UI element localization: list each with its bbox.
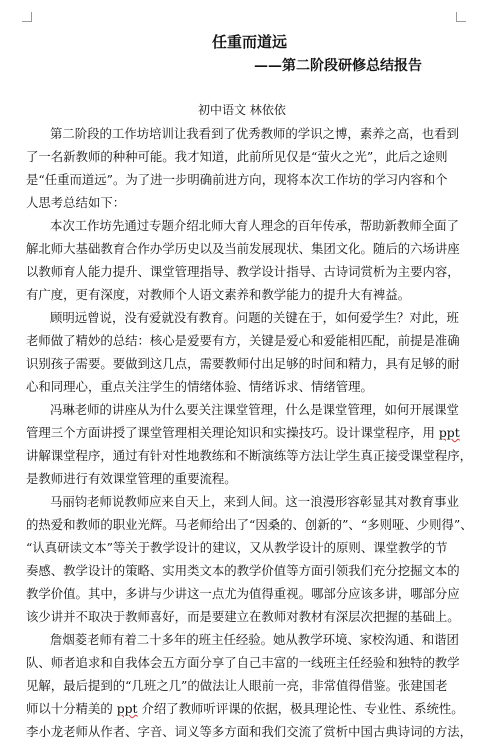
body-text-line: 见解，最后提到的“几班之几”的做法让人眼前一亮，非常值得借鉴。张建国老 [26, 678, 448, 693]
body-text-line: 讲解课堂程序，通过有针对性地教练和不断演练等方法让学生真正接受课堂程序， [26, 448, 473, 463]
page-corner-mark-left [22, 12, 32, 22]
document-subtitle: ——第二阶段研修总结报告 [254, 58, 422, 74]
body-text-line: “认真研读文本”等关于教学设计的建议，又从教学设计的原则、课堂教学的节 [26, 540, 448, 555]
body-text-line [26, 421, 460, 444]
body-text-line: 该少讲并不取决于教师喜好，而是要建立在教师对教材有深层次把握的基础上。 [26, 609, 460, 624]
body-text-line: 顾明远曾说，没有爱就没有教育。问题的关键在于，如何爱学生？对此，班 [50, 310, 459, 325]
body-text-line: 冯琳老师的讲座从为什么要关注课堂管理，什么是课堂管理，如何开展课堂 [50, 402, 459, 417]
body-text-line: 心和同理心，重点关注学生的情绪体验、情绪诉求、情绪管理。 [26, 379, 373, 394]
line-text-part: 介绍了教师听评课的依据，极具理论性、专业性、系统性。 [137, 701, 464, 716]
body-text-line [26, 697, 464, 720]
body-text-line: 本次工作坊先通过专题介绍北师大育人理念的百年传承，帮助新教师全面了 [50, 218, 459, 233]
spellcheck-marked-word: ppt [438, 425, 460, 440]
body-text-line: 马丽钧老师说教师应来自天上，来到人间。这一浪漫形容彰显其对教育事业 [50, 494, 459, 509]
body-text-line: 第二阶段的工作坊培训让我看到了优秀教师的学识之博，素养之高，也看到 [50, 126, 459, 141]
document-body [26, 122, 473, 743]
body-text-line: 解北师大基础教育合作办学历史以及当前发展现状、集团文化。随后的六场讲座 [26, 241, 460, 256]
body-text-line: 李小龙老师从作者、字音、词义等多方面和我们交流了赏析中国古典诗词的方法， [26, 724, 473, 739]
body-text-line: 以教师育人能力提升、课堂管理指导、教学设计指导、古诗词赏析为主要内容， [26, 264, 460, 279]
body-text-line: 奏感、教学设计的策略、实用类文本的教学价值等方面引领我们充分挖掘文本的 [26, 563, 460, 578]
body-text-line: 有广度，更有深度，对教师个人语文素养和教学能力的提升大有裨益。 [26, 287, 411, 302]
body-text-line: 詹烟菱老师有着二十多年的班主任经验。她从教学环境、家校沟通、和谐团 [50, 632, 459, 647]
line-text-part: 管理三个方面讲授了课堂管理相关理论知识和实操技巧。设计课堂程序，用 [26, 425, 439, 440]
body-text-line: 队、师者追求和自我体会五方面分享了自己丰富的一线班主任经验和独特的教学 [26, 655, 460, 670]
body-text-line: 的热爱和教师的职业光辉。马老师给出了“因桑的、创新的”、“多则哑、少则得”、 [26, 517, 473, 532]
body-text-line: 了一名新教师的种种可能。我才知道，此前所见仅是“萤火之光”，此后之途则 [26, 149, 448, 164]
body-text-line: 识别孩子需要。要做到这几点，需要教师付出足够的时间和精力，具有足够的耐 [26, 356, 460, 371]
line-text-part: 师以十分精美的 [26, 701, 117, 716]
body-text-line: 教学价值。其中，多讲与少讲这一点尤为值得重视。哪部分应该多讲，哪部分应 [26, 586, 460, 601]
document-title: 任重而道远 [212, 33, 288, 51]
body-text-line: 是教师进行有效课堂管理的重要流程。 [26, 471, 237, 486]
page-corner-mark-right [456, 12, 466, 22]
body-text-line: 老师做了精妙的总结：核心是爱要有方，关键是爱心和爱能相匹配，前提是准确 [26, 333, 460, 348]
body-text-line: 是“任重而道远”。为了进一步明确前进方向，现将本次工作坊的学习内容和个 [26, 172, 448, 187]
body-text-line: 人思考总结如下： [26, 195, 126, 210]
spellcheck-marked-word: ppt [116, 701, 138, 716]
author-line: 初中语文 林依依 [198, 103, 286, 117]
